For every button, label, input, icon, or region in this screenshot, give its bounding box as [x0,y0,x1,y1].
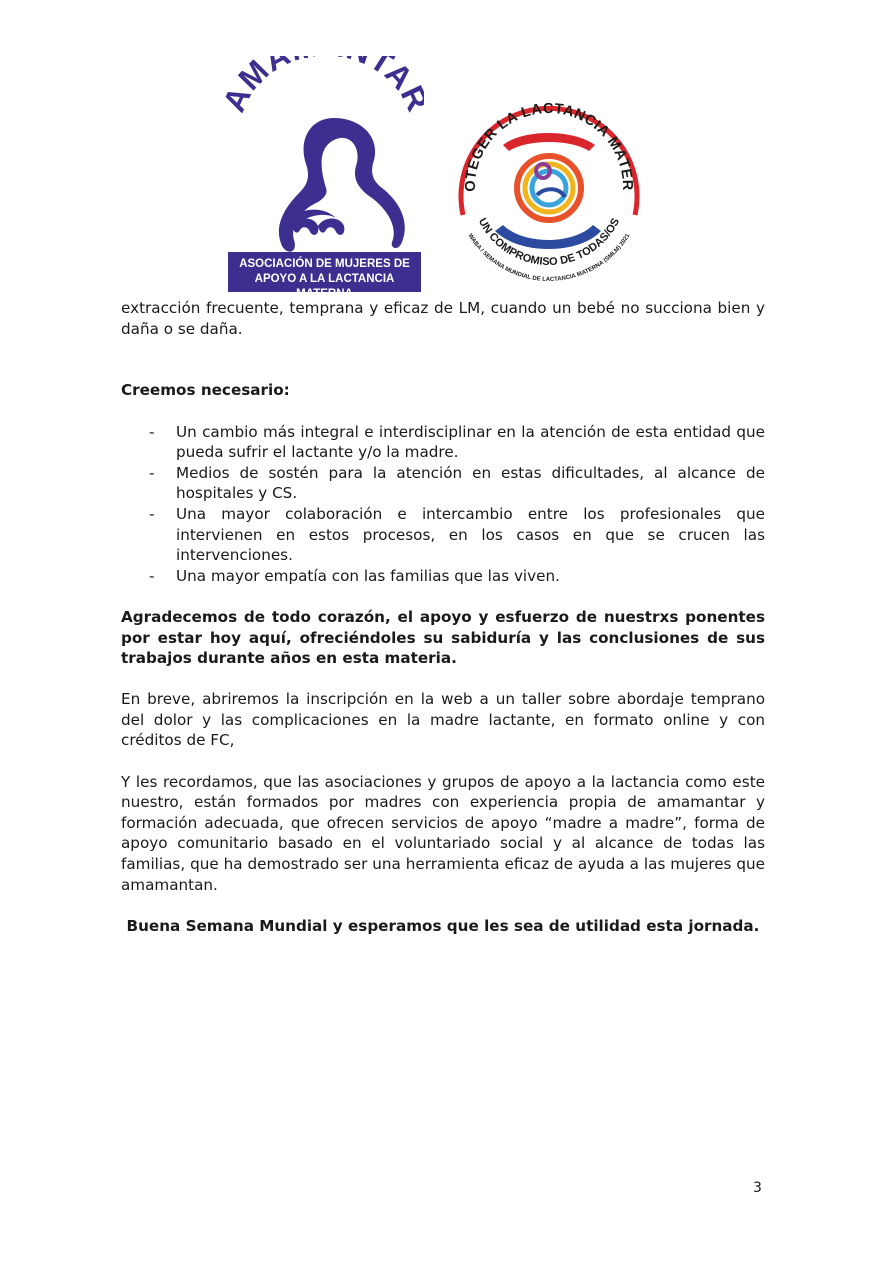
amamantar-banner-line2: APOYO A LA LACTANCIA MATERNA [254,273,395,300]
section-heading: Creemos necesario: [121,381,290,400]
smlm-emblem [433,75,661,292]
document-body [121,298,765,936]
intro-paragraph: extracción frecuente, temprana y eficaz de LM, cuando un bebé no succiona bien y daña o se daña. [121,299,765,338]
amamantar-logo-banner [228,252,421,300]
svg-text:AMAMANTAR [222,56,424,117]
smlm-outer-arc: WABA / SEMANA MUNDIAL DE LACTANCIA MATERNA (SMLM) 2021 [466,232,632,283]
thanks-paragraph: Agradecemos de todo corazón, el apoyo y esfuerzo de nuestrxs ponentes por estar hoy aquí, ofreciéndoles su sabiduría y las conclusiones de sus trabajos durante años en esta materia. [121,607,765,668]
dash-bullet: - [149,504,155,523]
reminder-paragraph: Y les recordamos, que las asociaciones y grupos de apoyo a la lactancia como este nuestro, están formados por madres con experiencia propia de amamantar y formación adecuada, que ofrecen servicios de apoyo “madre a madre”, forma de apoyo comunitario basado en el voluntariado social y al alcance de todas las familias, que ha demostrado ser una herramienta eficaz de ayuda a las mujeres que amamantan. [121,772,765,894]
amamantar-logo-name: MA TA [231,56,421,98]
list-item: - Una mayor empatía con las familias que las viven. [149,566,560,585]
smlm-bottom-arc: UN COMPROMISO DE TODAS/OS [475,216,623,269]
amamantar-banner-line1: ASOCIACIÓN DE MUJERES DE [239,258,410,270]
dash-bullet: - [149,422,155,441]
dash-bullet: - [149,463,155,482]
closing-line: Buena Semana Mundial y esperamos que les sea de utilidad esta jornada. [126,916,760,935]
dash-bullet: - [149,566,155,585]
smlm-logo [433,75,661,292]
list-item: - Medios de sostén para la atención en estas dificultades, al alcance de hospitales y CS. [149,463,765,503]
page-number: 3 [753,1180,762,1196]
smlm-top-arc: OTEGER LA LACTANCIA MATER [462,100,636,192]
list-item: - Un cambio más integral e interdisciplinar en la atención de esta entidad que pueda sufrir el lactante y/o la madre. [149,422,765,462]
list-item: - Una mayor colaboración e intercambio entre los profesionales que intervienen en estos procesos, en los casos en que se crucen las intervenciones. [149,504,765,565]
recommendations-list [121,422,765,587]
announcement-paragraph: En breve, abriremos la inscripción en la web a un taller sobre abordaje temprano del dolor y las complicaciones en la madre lactante, en formato online y con créditos de FC, [121,690,765,750]
